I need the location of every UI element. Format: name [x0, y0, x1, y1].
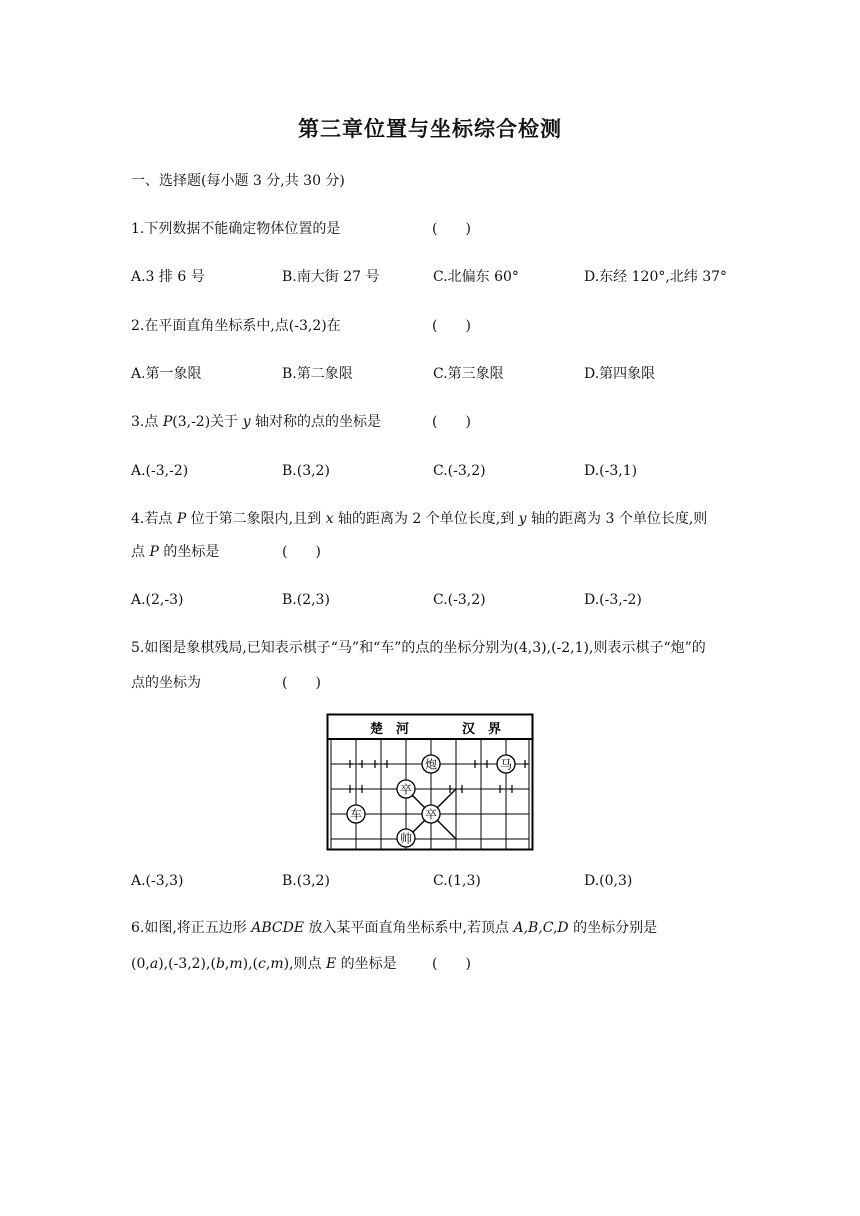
option-a: A.(-3,3): [131, 873, 184, 889]
answer-blank: ( ): [282, 675, 321, 691]
option-a: A.3 排 6 号: [131, 269, 205, 285]
chess-board-figure: [326, 713, 534, 851]
svg-text:卒: 卒: [399, 782, 413, 797]
option-a: A.(2,-3): [131, 592, 184, 608]
option-d: D.(-3,-2): [584, 592, 642, 608]
answer-blank: ( ): [432, 956, 471, 972]
question-6-stem-line1: 6.如图,将正五边形 ABCDE 放入某平面直角坐标系中,若顶点 A,B,C,D 的坐标分别是: [131, 920, 658, 936]
option-d: D.第四象限: [584, 366, 656, 382]
option-b: B.第二象限: [282, 366, 353, 382]
section-heading: 一、选择题(每小题 3 分,共 30 分): [131, 173, 345, 189]
option-a: A.第一象限: [131, 366, 202, 382]
piece-pao: [422, 755, 440, 773]
option-b: B.南大街 27 号: [282, 269, 380, 285]
option-c: C.北偏东 60°: [433, 269, 519, 285]
option-c: C.(-3,2): [433, 592, 486, 608]
question-5-stem-line1: 5.如图是象棋残局,已知表示棋子“马”和“车”的点的坐标分别为(4,3),(-2,1),则表示棋子“炮”的: [131, 640, 706, 656]
question-2-stem: 2.在平面直角坐标系中,点(-3,2)在: [131, 318, 341, 334]
option-c: C.第三象限: [433, 366, 504, 382]
question-1-stem: 1.下列数据不能确定物体位置的是: [131, 221, 341, 237]
question-4-stem-line2: 点 P 的坐标是: [131, 544, 220, 560]
svg-text:炮: 炮: [424, 757, 438, 772]
svg-text:车: 车: [349, 807, 363, 822]
question-5-stem-line2: 点的坐标为: [131, 675, 201, 691]
option-d: D.东经 120°,北纬 37°: [584, 269, 728, 285]
question-3-stem: 3.点 P(3,-2)关于 y 轴对称的点的坐标是: [131, 414, 381, 430]
option-b: B.(3,2): [282, 873, 330, 889]
question-4-stem-line1: 4.若点 P 位于第二象限内,且到 x 轴的距离为 2 个单位长度,到 y 轴的距离为 3 个单位长度,则: [131, 511, 708, 527]
piece-ma: [497, 755, 515, 773]
option-a: A.(-3,-2): [131, 463, 189, 479]
piece-che: [347, 805, 365, 823]
option-c: C.(-3,2): [433, 463, 486, 479]
river-text-left: 楚 河: [370, 722, 410, 737]
piece-shuai: [397, 829, 415, 847]
option-b: B.(2,3): [282, 592, 330, 608]
answer-blank: ( ): [432, 318, 471, 334]
answer-blank: ( ): [432, 221, 471, 237]
svg-text:帅: 帅: [399, 831, 413, 846]
question-6-stem-line2: (0,a),(-3,2),(b,m),(c,m),则点 E 的坐标是: [131, 956, 397, 972]
answer-blank: ( ): [282, 544, 321, 560]
piece-zu: [422, 805, 440, 823]
page-title: 第三章位置与坐标综合检测: [298, 117, 562, 141]
river-text-right: 汉 界: [462, 722, 502, 737]
option-d: D.(0,3): [584, 873, 633, 889]
option-c: C.(1,3): [433, 873, 481, 889]
option-b: B.(3,2): [282, 463, 330, 479]
option-d: D.(-3,1): [584, 463, 638, 479]
answer-blank: ( ): [432, 414, 471, 430]
svg-text:卒: 卒: [424, 807, 438, 822]
svg-text:马: 马: [499, 757, 513, 772]
piece-zu: [397, 780, 415, 798]
